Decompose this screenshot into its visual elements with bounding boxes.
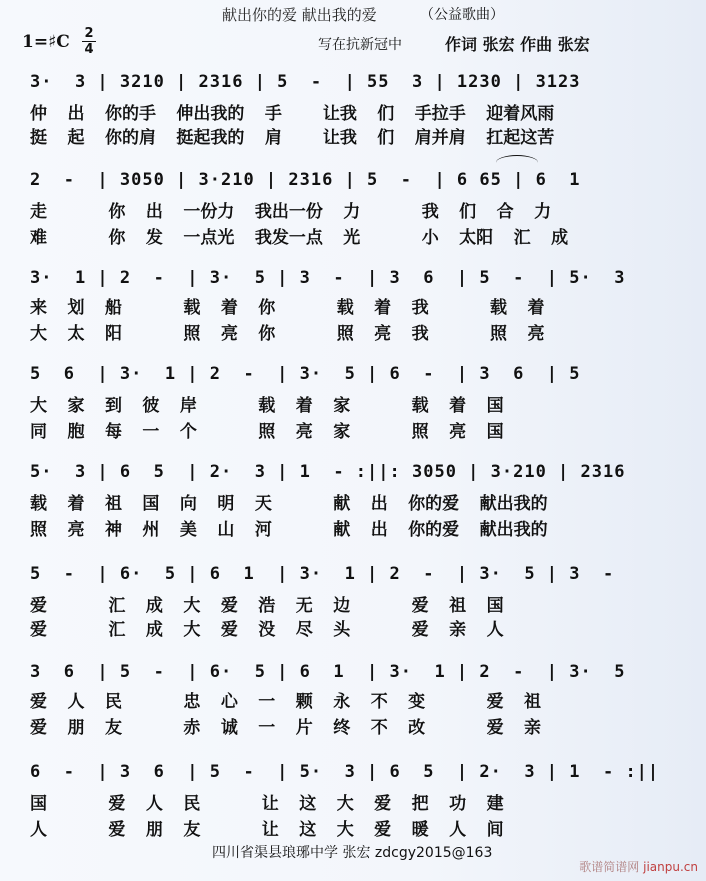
notation-text: 3 6 | 5 - | 6· 5 | 6 1 | 3· 1 | 2 - | 3· 5	[30, 662, 626, 682]
lyric-verse-2: 爱 汇 成 大 爱 没 尽 头 爱 亲 人	[30, 620, 504, 640]
lyric-verse-2: 人 爱 朋 友 让 这 大 爱 暖 人 间	[30, 820, 504, 840]
lyric-verse-1: 走 你 出 一份力 我出一份 力 我 们 合 力	[30, 202, 552, 222]
lyric-verse-1: 大 家 到 彼 岸 载 着 家 载 着 国	[30, 396, 504, 416]
notation-line	[0, 460, 706, 484]
lyric-verse-1: 爱 人 民 忠 心 一 颗 永 不 变 爱 祖	[30, 692, 542, 712]
lyric-verse-1: 载 着 祖 国 向 明 天 献 出 你的爱 献出我的	[30, 494, 548, 514]
notation-line	[0, 660, 706, 684]
lyric-verse-2: 同 胞 每 一 个 照 亮 家 照 亮 国	[30, 422, 504, 442]
lyric-verse-1: 爱 汇 成 大 爱 浩 无 边 爱 祖 国	[30, 596, 504, 616]
meter-numerator: 2	[84, 26, 94, 41]
notation-line	[0, 168, 706, 192]
notation-text: 6 - | 3 6 | 5 - | 5· 3 | 6 5 | 2· 3 | 1 - :||	[30, 762, 660, 782]
song-title: 献出你的爱 献出我的爱	[222, 6, 377, 24]
notation-line	[0, 70, 706, 94]
notation-line	[0, 266, 706, 290]
author-footer: 四川省渠县琅琊中学 张宏 zdcgy2015@163	[212, 845, 493, 861]
lyric-verse-1: 来 划 船 载 着 你 载 着 我 载 着	[30, 298, 545, 318]
notation-line	[0, 760, 706, 784]
notation-text: 5 - | 6· 5 | 6 1 | 3· 1 | 2 - | 3· 5 | 3 -	[30, 564, 615, 584]
lyric-verse-1: 仲 出 你的手 伸出我的 手 让我 们 手拉手 迎着风雨	[30, 104, 555, 124]
meter-denominator: 4	[82, 41, 96, 57]
watermark-text: 歌谱简谱网	[579, 860, 640, 874]
dedication: 写在抗新冠中	[318, 37, 402, 53]
notation-text: 5· 3 | 6 5 | 2· 3 | 1 - :||: 3050 | 3·210 | 2316	[30, 462, 626, 482]
key-signature: 1=♯C	[22, 32, 70, 52]
watermark-url: jianpu.cn	[643, 860, 698, 874]
credits: 作词 张宏 作曲 张宏	[445, 35, 590, 54]
lyric-verse-2: 大 太 阳 照 亮 你 照 亮 我 照 亮	[30, 324, 545, 344]
notation-text: 2 - | 3050 | 3·210 | 2316 | 5 - | 6 65 | 6 1	[30, 170, 581, 190]
lyric-verse-2: 难 你 发 一点光 我发一点 光 小 太阳 汇 成	[30, 228, 569, 248]
lyric-verse-2: 爱 朋 友 赤 诚 一 片 终 不 改 爱 亲	[30, 718, 542, 738]
notation-text: 3· 3 | 3210 | 2316 | 5 - | 55 3 | 1230 | 3123	[30, 72, 581, 92]
lyric-verse-2: 照 亮 神 州 美 山 河 献 出 你的爱 献出我的	[30, 520, 548, 540]
lyric-verse-1: 国 爱 人 民 让 这 大 爱 把 功 建	[30, 794, 504, 814]
song-subtitle: （公益歌曲）	[420, 7, 504, 23]
notation-line	[0, 362, 706, 386]
notation-text: 3· 1 | 2 - | 3· 5 | 3 - | 3 6 | 5 - | 5· 3	[30, 268, 626, 288]
site-watermark	[579, 858, 698, 875]
notation-text: 5 6 | 3· 1 | 2 - | 3· 5 | 6 - | 3 6 | 5	[30, 364, 581, 384]
time-signature	[82, 26, 96, 57]
notation-line	[0, 562, 706, 586]
lyric-verse-2: 挺 起 你的肩 挺起我的 肩 让我 们 肩并肩 扛起这苦	[30, 128, 555, 148]
